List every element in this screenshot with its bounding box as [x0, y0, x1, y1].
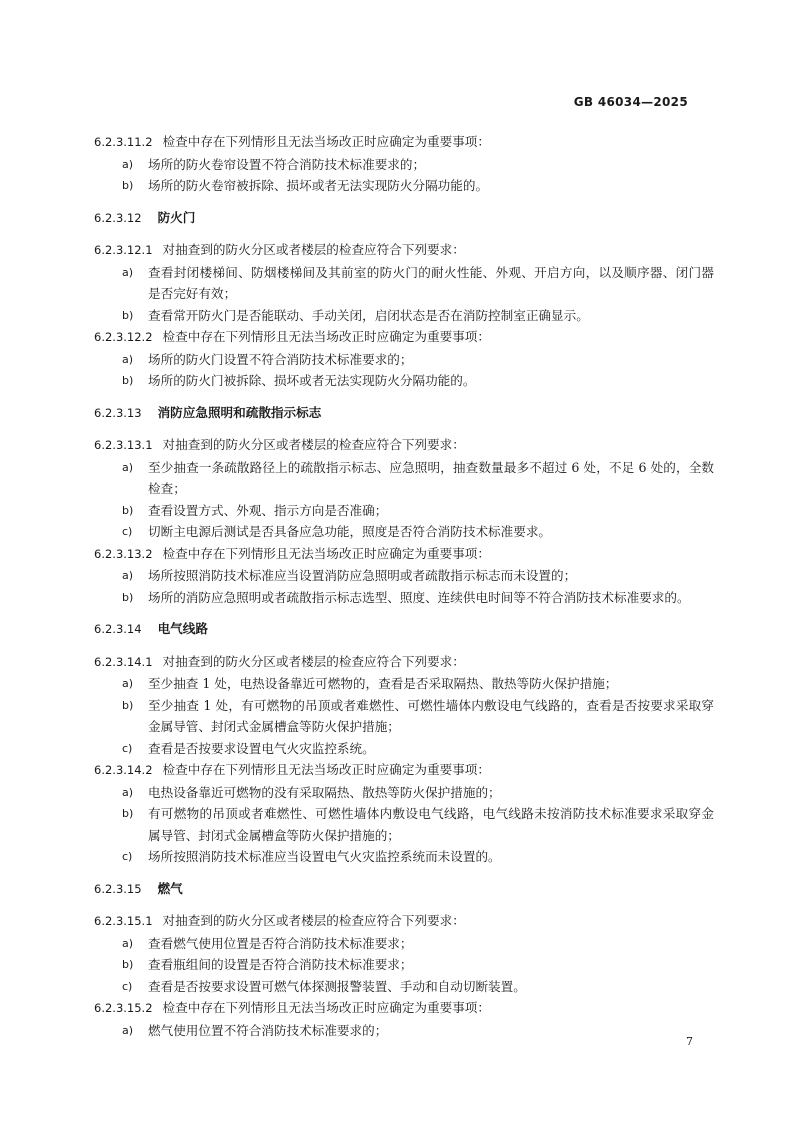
clause-text: 检查中存在下列情形且无法当场改正时应确定为重要事项：	[162, 329, 490, 344]
list-item-marker: c)	[122, 979, 133, 993]
list-item	[94, 976, 714, 998]
list-item-text: 查看瓶组间的设置是否符合消防技术标准要求；	[148, 957, 413, 972]
list-item-text: 切断主电源后测试是否具备应急功能，照度是否符合消防技术标准要求。	[148, 524, 551, 539]
list-item	[94, 738, 714, 760]
clause-text: 对抽查到的防火分区或者楼层的检查应符合下列要求：	[162, 242, 465, 257]
clause-number: 6.2.3.13.1	[94, 438, 153, 452]
list-item	[94, 521, 714, 543]
list-item-marker: c)	[122, 741, 133, 755]
list-item-text: 查看设置方式、外观、指示方向是否准确；	[148, 502, 388, 518]
list-item-marker: b)	[122, 503, 134, 517]
list-item-text: 至少抽查 1 处，电热设备靠近可燃物的，查看是否采取隔热、散热等防火保护措施；	[148, 676, 618, 691]
section-title: 防火门	[157, 209, 196, 225]
list-item-marker: b)	[122, 958, 134, 971]
clause-text: 检查中存在下列情形且无法当场改正时应确定为重要事项：	[162, 1000, 490, 1015]
list-item	[94, 349, 714, 371]
list-item-text: 查看是否按要求设置可燃气体探测报警装置、手动和自动切断装置。	[148, 978, 526, 994]
list-item-text: 场所的防火卷帘设置不符合消防技术标准要求的；	[148, 156, 426, 172]
list-item-marker: b)	[122, 374, 134, 387]
list-item	[94, 954, 714, 976]
clause-text: 对抽查到的防火分区或者楼层的检查应符合下列要求：	[162, 913, 465, 928]
clause-text: 检查中存在下列情形且无法当场改正时应确定为重要事项：	[162, 545, 490, 561]
list-item-marker: c)	[122, 525, 133, 538]
list-item-text: 查看燃气使用位置是否符合消防技术标准要求；	[148, 935, 413, 951]
list-item	[94, 1020, 714, 1042]
list-item	[94, 154, 714, 176]
clause-text: 检查中存在下列情形且无法当场改正时应确定为重要事项：	[162, 134, 490, 149]
section-number: 6.2.3.13	[94, 405, 142, 420]
list-item-marker: a)	[122, 936, 134, 950]
clause-number: 6.2.3.15.2	[94, 1001, 153, 1015]
clause-number: 6.2.3.15.1	[94, 914, 153, 928]
clause	[94, 543, 714, 566]
clause-text: 检查中存在下列情形且无法当场改正时应确定为重要事项：	[162, 762, 490, 777]
list-item	[94, 587, 714, 609]
section-number: 6.2.3.14	[94, 622, 142, 636]
list-item	[94, 500, 714, 522]
clause-text: 对抽查到的防火分区或者楼层的检查应符合下列要求：	[162, 437, 465, 452]
list-item	[94, 846, 714, 868]
list-item-marker: a)	[122, 352, 134, 366]
clause	[94, 759, 714, 782]
list-item-text: 场所的防火门设置不符合消防技术标准要求的；	[148, 351, 413, 367]
list-item	[94, 565, 714, 587]
list-item-marker: a)	[122, 460, 134, 474]
clause-number: 6.2.3.12.2	[94, 330, 153, 344]
clause-number: 6.2.3.14.1	[94, 654, 153, 669]
list-item-text: 场所的消防应急照明或者疏散指示标志选型、照度、连续供电时间等不符合消防技术标准要求的。	[148, 589, 690, 605]
section-heading	[94, 402, 714, 425]
section-heading	[94, 618, 714, 641]
clause	[94, 997, 714, 1020]
section-title: 燃气	[157, 880, 183, 896]
list-item-text: 电热设备靠近可燃物的没有采取隔热、散热等防火保护措施的；	[148, 784, 501, 800]
list-item	[94, 370, 714, 392]
clause-number: 6.2.3.12.1	[94, 243, 153, 257]
list-item-marker: a)	[122, 265, 134, 279]
list-item-text: 场所的防火卷帘被拆除、损坏或者无法实现防火分隔功能的。	[148, 178, 489, 193]
list-item-marker: a)	[122, 1023, 134, 1037]
list-item	[94, 175, 714, 197]
clause-text: 对抽查到的防火分区或者楼层的检查应符合下列要求：	[162, 653, 465, 669]
list-item-marker: a)	[122, 677, 134, 690]
section-title: 电气线路	[157, 621, 208, 636]
list-item	[94, 262, 714, 305]
clause	[94, 239, 714, 262]
list-item-text: 场所按照消防技术标准应当设置电气火灾监控系统而未设置的。	[148, 849, 501, 864]
list-item	[94, 933, 714, 955]
list-item	[94, 782, 714, 804]
clause	[94, 910, 714, 933]
list-item-marker: b)	[122, 179, 134, 192]
list-item-marker: a)	[122, 785, 134, 799]
section-number: 6.2.3.12	[94, 210, 142, 225]
clause	[94, 434, 714, 457]
list-item-text: 有可燃物的吊顶或者难燃性、可燃性墙体内敷设电气线路，电气线路未按消防技术标准要求采取穿金属导管、封闭式金属槽盒等防火保护措施的；	[148, 806, 714, 843]
clause-number: 6.2.3.14.2	[94, 763, 153, 777]
list-item-marker: b)	[122, 308, 134, 322]
section-title: 消防应急照明和疏散指示标志	[157, 404, 322, 420]
list-item-marker: c)	[122, 850, 133, 863]
list-item	[94, 673, 714, 695]
list-item-text: 场所按照消防技术标准应当设置消防应急照明或者疏散指示标志而未设置的；	[148, 568, 577, 583]
list-item-text: 场所的防火门被拆除、损坏或者无法实现防火分隔功能的。	[148, 373, 476, 388]
list-item	[94, 695, 714, 738]
page-number: 7	[686, 1035, 693, 1048]
section-heading	[94, 207, 714, 230]
list-item-text: 至少抽查一条疏散路径上的疏散指示标志、应急照明，抽查数量最多不超过 6 处，不足 6 处的，全数检查；	[148, 459, 714, 496]
list-item-marker: b)	[122, 807, 134, 820]
list-item-marker: a)	[122, 569, 134, 582]
clause-number: 6.2.3.13.2	[94, 546, 153, 561]
clause	[94, 326, 714, 349]
section-number: 6.2.3.15	[94, 881, 142, 896]
list-item-marker: a)	[122, 157, 134, 171]
list-item	[94, 305, 714, 327]
clause	[94, 131, 714, 154]
list-item-text: 至少抽查 1 处，有可燃物的吊顶或者难燃性、可燃性墙体内敷设电气线路的，查看是否按要求采取穿金属导管、封闭式金属槽盒等防火保护措施；	[148, 697, 714, 734]
clause-number: 6.2.3.11.2	[94, 135, 153, 149]
list-item-text: 查看常开防火门是否能联动、手动关闭，启闭状态是否在消防控制室正确显示。	[148, 307, 589, 323]
list-item	[94, 457, 714, 500]
section-heading	[94, 878, 714, 901]
list-item-text: 查看封闭楼梯间、防烟楼梯间及其前室的防火门的耐火性能、外观、开启方向，以及顺序器、闭门器是否完好有效；	[148, 264, 714, 301]
clause	[94, 651, 714, 674]
document-body	[94, 131, 714, 1041]
list-item	[94, 803, 714, 846]
list-item-marker: b)	[122, 698, 134, 712]
list-item-marker: b)	[122, 590, 134, 604]
standard-number-header: GB 46034—2025	[573, 95, 688, 109]
list-item-text: 查看是否按要求设置电气火灾监控系统。	[148, 740, 375, 756]
list-item-text: 燃气使用位置不符合消防技术标准要求的；	[148, 1022, 388, 1038]
